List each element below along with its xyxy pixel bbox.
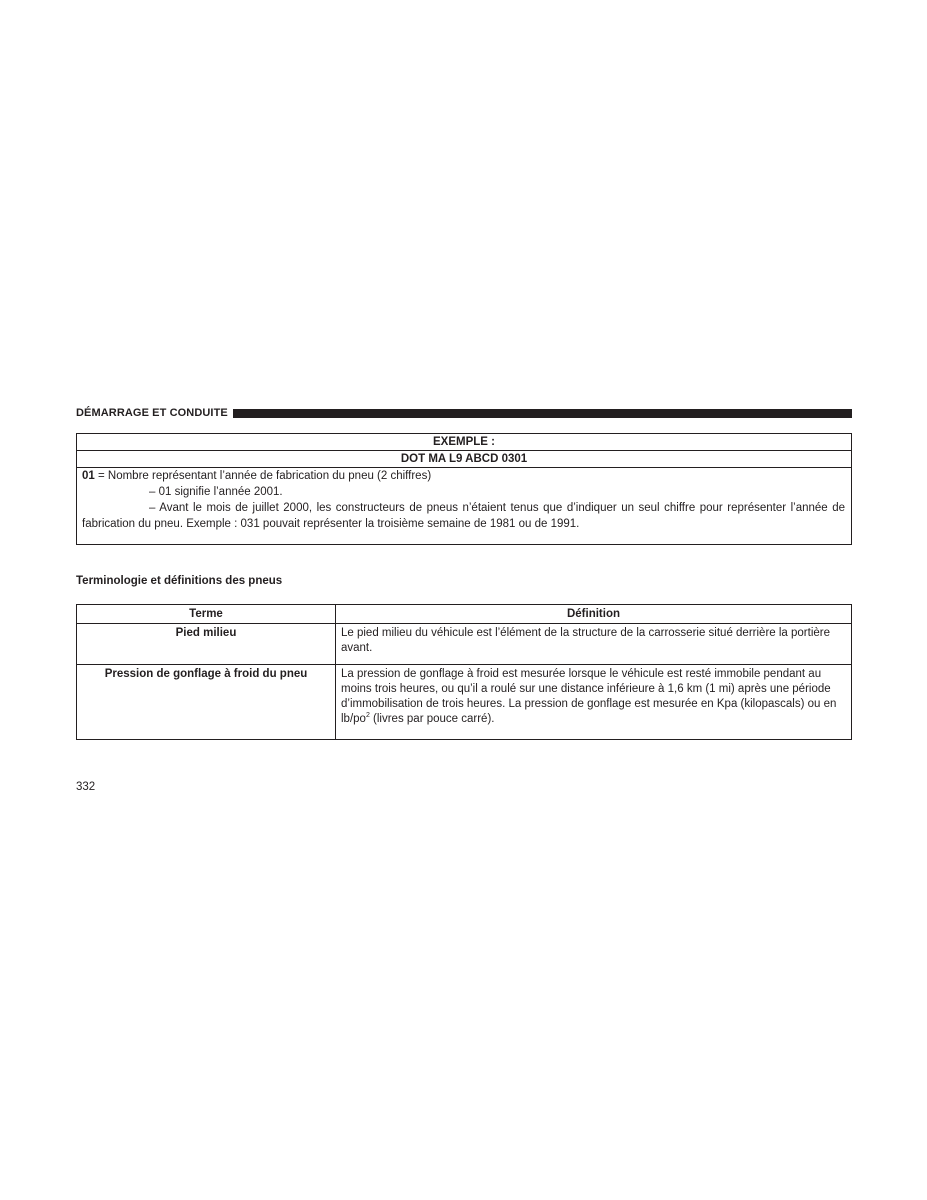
- superscript: 2: [365, 712, 370, 719]
- example-description-line: [82, 468, 845, 484]
- section-title: Terminologie et définitions des pneus: [76, 575, 283, 587]
- definition-cell: Le pied milieu du véhicule est l’élément de la structure de la carrosserie situé derrière la portière avant.: [336, 624, 852, 665]
- table-header-row: [77, 605, 852, 624]
- section-header: [76, 406, 852, 420]
- table-row: [77, 665, 852, 740]
- column-header-term: Terme: [77, 605, 336, 624]
- example-term: 01: [82, 470, 95, 482]
- example-note-2: – Avant le mois de juillet 2000, les constructeurs de pneus n’étaient tenus que d’indiquer un seul chiffre pour représenter l’année de fabrication du pneu. Exemple : 031 pouvait représenter la troisième semaine de 1981 ou de 1991.: [82, 502, 845, 530]
- table-row: [77, 624, 852, 665]
- definition-text: La pression de gonflage à froid est mesurée lorsque le véhicule est resté immobile pendant au moins trois heures, ou qu’il a roulé sur une distance inférieure à 1,6 km (1 mi) après une période d’immobilisation de trois heures. La pression de gonflage est mesurée en Kpa (kilopascals) ou en lb/po: [341, 668, 837, 725]
- section-header-title: DÉMARRAGE ET CONDUITE: [76, 407, 228, 419]
- example-description: = Nombre représentant l’année de fabrication du pneu (2 chiffres): [94, 470, 432, 482]
- definition-text-end: (livres par pouce carré).: [369, 713, 495, 725]
- page-number: 332: [76, 781, 96, 793]
- term-cell: Pression de gonflage à froid du pneu: [77, 665, 336, 740]
- header-rule: [233, 409, 852, 418]
- column-header-definition: Définition: [336, 605, 852, 624]
- term-cell: Pied milieu: [77, 624, 336, 665]
- example-body: [77, 468, 852, 545]
- example-code: DOT MA L9 ABCD 0301: [77, 451, 852, 468]
- terms-table: [76, 604, 852, 740]
- example-box: [76, 433, 852, 545]
- example-heading: EXEMPLE :: [77, 434, 852, 451]
- example-note-1: – 01 signifie l’année 2001.: [149, 486, 283, 498]
- definition-cell: [336, 665, 852, 740]
